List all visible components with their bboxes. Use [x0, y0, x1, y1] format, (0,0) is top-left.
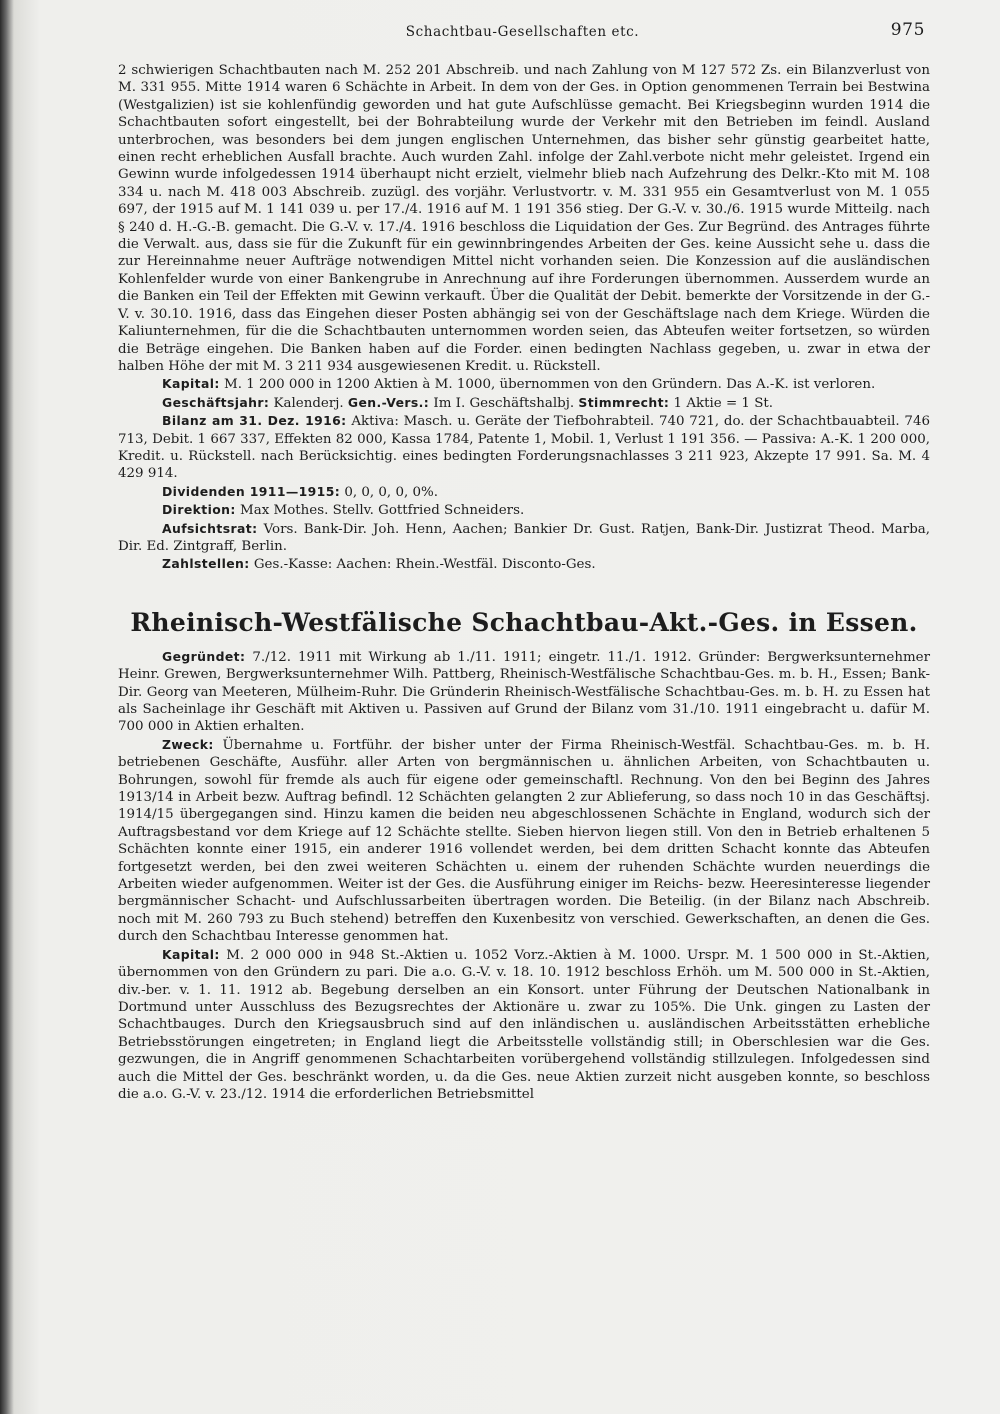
aufsichtsrat-text: Vors. Bank-Dir. Joh. Henn, Aachen; Bankier Dr. Gust. Ratjen, Bank-Dir. Justizrat Theod. Marba, Dir. Ed. Zintgraff, Berlin.: [118, 521, 931, 554]
direktion-text: Max Mothes. Stellv. Gottfried Schneiders.: [240, 503, 525, 519]
bilanz-text: Aktiva: Masch. u. Geräte der Tiefbohrabteil. 740 721, do. der Schachtbauabteil. 746 713, Debit. 1 667 337, Effekten 82 000, Kassa 1784, Patente 1, Mobil. 1, Verlust 1 191 356. — Passiva: A.-K. 1 200 000, Kredit. u. Rückstell. nach Berücksichtig. eines bedingten Forderungsnachlasses 3 211 923, Akzepte 17 991. Sa. M. 4 429 914.: [118, 414, 930, 482]
gegruendet-text: 7./12. 1911 mit Wirkung ab 1./11. 1911; eingetr. 11./1. 1912. Gründer: Bergwerksunternehmer Heinr. Grewen, Bergwerksunternehmer Wilh. Pattberg, Rheinisch-Westfälische Schachtbau-Ges. m. b. H., Essen; Bank-Dir. Georg van Meeteren, Mülheim-Ruhr. Die Gründerin Rheinisch-Westfälische Schachtbau-Ges. m. b. H. zu Essen hat als Sacheinlage ihr Geschäft mit Aktiven u. Passiven auf Grund der Bilanz vom 31./10. 1911 eingebracht u. dafür M. 700 000 in Aktien erhalten.: [118, 649, 930, 735]
zweck-text: Übernahme u. Fortführ. der bisher unter der Firma Rheinisch-Westfäl. Schachtbau-Ges. m. b. H. betriebenen Geschäfte, Ausführ. aller Arten von bergmännischen u. ähnlichen Arbeiten, von Schachtbauten u. Bohrungen, sowohl für fremde als auch für eigene oder gemeinschaftl. Rechnung. Von den bei Beginn des Jahres 1913/14 in Arbeit bezw. Auftrag befindl. 12 Schächten gelangten 2 zur Ablieferung, so dass noch 10 in das Geschäftsj. 1914/15 übergegangen sind. Hinzu kamen die beiden neu abgeschlossenen Schächte in England, wodurch sich der Auftragsbestand vor dem Kriege auf 12 Schächte stellte. Sieben hiervon liegen still. Von den in Betrieb erhaltenen 5 Schächten konnte einer 1915, ein anderer 1916 vollendet werden, bei dem dritten Schacht konnte das Abteufen fortgesetzt werden, bei den zwei weiteren Schächten u. einem der ruhenden Schächte wurden neuerdings die Arbeiten wieder aufgenommen. Weiter ist der Ges. die Ausführung einiger im Reichs- bezw. Heeresinteresse liegender bergmännischer Schacht- und Aufschlussarbeiten übertragen worden. Die Beteilig. (in der Bilanz nach Abschreib. noch mit M. 260 793 zu Buch stehend) betreffen den Kuxenbesitz von verschied. Gewerkschaften, an denen die Ges. durch den Schachtbau Interesse genommen hat.: [118, 737, 930, 945]
page-number: 975: [890, 20, 925, 40]
kapital-text: M. 1 200 000 in 1200 Aktien à M. 1000, übernommen von den Gründern. Das A.-K. ist verloren.: [224, 377, 876, 393]
paragraph-gegruendet: [118, 648, 930, 736]
stimmrecht-label: Stimmrecht:: [578, 394, 670, 410]
zweck-label: Zweck:: [162, 736, 214, 752]
page-header: [120, 22, 925, 44]
paragraph-kapital-2: [118, 946, 930, 1104]
dividenden-text: 0, 0, 0, 0, 0%.: [344, 484, 438, 500]
kapital-2-label: Kapital:: [162, 946, 220, 962]
kapital-label: Kapital:: [162, 376, 220, 392]
section-rheinisch-westfaelische: [118, 608, 930, 1104]
paragraph-zweck: [118, 736, 930, 946]
geschaeftsjahr-text: Kalenderj.: [273, 395, 344, 411]
genvers-label: Gen.-Vers.:: [347, 394, 430, 410]
zahlstellen-label: Zahlstellen:: [162, 556, 250, 572]
dividenden-label: Dividenden 1911—1915:: [162, 483, 341, 499]
paragraph-dividenden: [118, 483, 930, 501]
paragraph-zahlstellen: [118, 555, 930, 573]
direktion-label: Direktion:: [162, 502, 236, 518]
geschaeftsjahr-label: Geschäftsjahr:: [162, 394, 270, 410]
paragraph-direktion: [118, 501, 930, 519]
company-title: Rheinisch-Westfälische Schachtbau-Akt.-Ges. in Essen.: [130, 607, 918, 637]
section-liquidated-company: [118, 62, 930, 574]
zahlstellen-text: Ges.-Kasse: Aachen: Rhein.-Westfäl. Disconto-Ges.: [253, 557, 596, 573]
running-title: Schachtbau-Gesellschaften etc.: [405, 24, 640, 40]
kapital-2-text: M. 2 000 000 in 948 St.-Aktien u. 1052 Vorz.-Aktien à M. 1000. Urspr. M. 1 500 000 in St.-Aktien, übernommen von den Gründern zu pari. Die a.o. G.-V. v. 18. 10. 1912 beschloss Erhöh. um M. 500 000 in St.-Aktien, div.-ber. v. 1. 11. 1912 ab. Begebung derselben an ein Konsort. unter Führung der Deutschen Nationalbank in Dortmund unter Ausschluss des Bezugsrechtes der Aktionäre u. zwar zu 105%. Die Unk. gingen zu Lasten der Schachtbauges. Durch den Kriegsausbruch sind auf den inländischen u. ausländischen Arbeitsstätten erhebliche Betriebsstörungen eingetreten; in England liegt die Arbeitsstelle vollständig still; in Oberschlesien war die Ges. gezwungen, die in Angriff genommenen Schachtarbeiten vorübergehend vollständig stillzulegen. Infolgedessen sind auch die Mittel der Ges. beschränkt worden, u. da die Ges. neue Aktien zurzeit nicht ausgeben konnte, so beschloss die a.o. G.-V. v. 23./12. 1914 die erforderlichen Betriebsmittel: [118, 947, 930, 1102]
paragraph-geschaeftsjahr: [118, 394, 930, 412]
paragraph-intro: 2 schwierigen Schachtbauten nach M. 252 201 Abschreib. und nach Zahlung von M 127 572 Zs. ein Bilanzverlust von M. 331 955. Mitte 1914 waren 6 Schächte in Arbeit. In dem von der Ges. in Option genommenen Terrain bei Bestwina (Westgalizien) ist sie kohlenfündig geworden und hat gute Aufschlüsse gemacht. Bei Kriegsbeginn wurden 1914 die Schachtbauten sofort eingestellt, bei der Bohrabteilung wurde der Verkehr mit den Betrieben im feindl. Ausland unterbrochen, was besonders bei dem jungen englischen Unternehmen, das bisher sehr günstig gearbeitet hatte, einen recht erheblichen Ausfall brachte. Auch wurden Zahl. infolge der Zahl.verbote nicht mehr geleistet. Irgend ein Gewinn wurde infolgedessen 1914 überhaupt nicht erzielt, vielmehr blieb nach Aufzehrung des Delkr.-Kto mit M. 108 334 u. nach M. 418 003 Abschreib. zuzügl. des vorjähr. Verlustvortr. v. M. 331 955 ein Gesamtverlust von M. 1 055 697, der 1915 auf M. 1 141 039 u. per 17./4. 1916 auf M. 1 191 356 stieg. Der G.-V. v. 30./6. 1915 wurde Mitteilg. nach § 240 d. H.-G.-B. gemacht. Die G.-V. v. 17./4. 1916 beschloss die Liquidation der Ges. Zur Begründ. des Antrages führte die Verwalt. aus, dass sie für die Zukunft für ein gewinnbringendes Arbeiten der Ges. keine Aussicht sehe u. dass die zur Hereinnahme neuer Aufträge notwendigen Mittel nicht vorhanden seien. Die Konzession auf die ausländischen Kohlenfelder wurde von einer Bankengrube in Anrechnung auf ihre Forderungen übernommen. Ausserdem wurde an die Banken ein Teil der Effekten mit Gewinn verkauft. Über die Qualität der Debit. bemerkte der Vorsitzende in der G.-V. v. 30.10. 1916, dass das Eingehen dieser Posten abhängig sei von der Geschäftslage nach dem Kriege. Würden die Kaliunternehmen, für die die Schachtbauten unternommen worden seien, das Abteufen weiter fortsetzen, so würden die Beträge eingehen. Die Banken haben auf die Forder. einen bedingten Nachlass gegeben, u. zwar in etwa der halben Höhe der mit M. 3 211 934 ausgewiesenen Kredit. u. Rückstell.: [118, 63, 930, 374]
aufsichtsrat-label: Aufsichtsrat:: [162, 520, 258, 536]
page-content: [118, 62, 930, 1103]
paragraph-bilanz: [118, 412, 930, 483]
paragraph-aufsichtsrat: [118, 520, 930, 556]
stimmrecht-text: 1 Aktie = 1 St.: [673, 395, 774, 411]
gegruendet-label: Gegründet:: [162, 648, 246, 664]
genvers-text: Im I. Geschäftshalbj.: [433, 395, 575, 411]
bilanz-label: Bilanz am 31. Dez. 1916:: [162, 413, 347, 429]
paragraph-kapital: [118, 375, 930, 393]
